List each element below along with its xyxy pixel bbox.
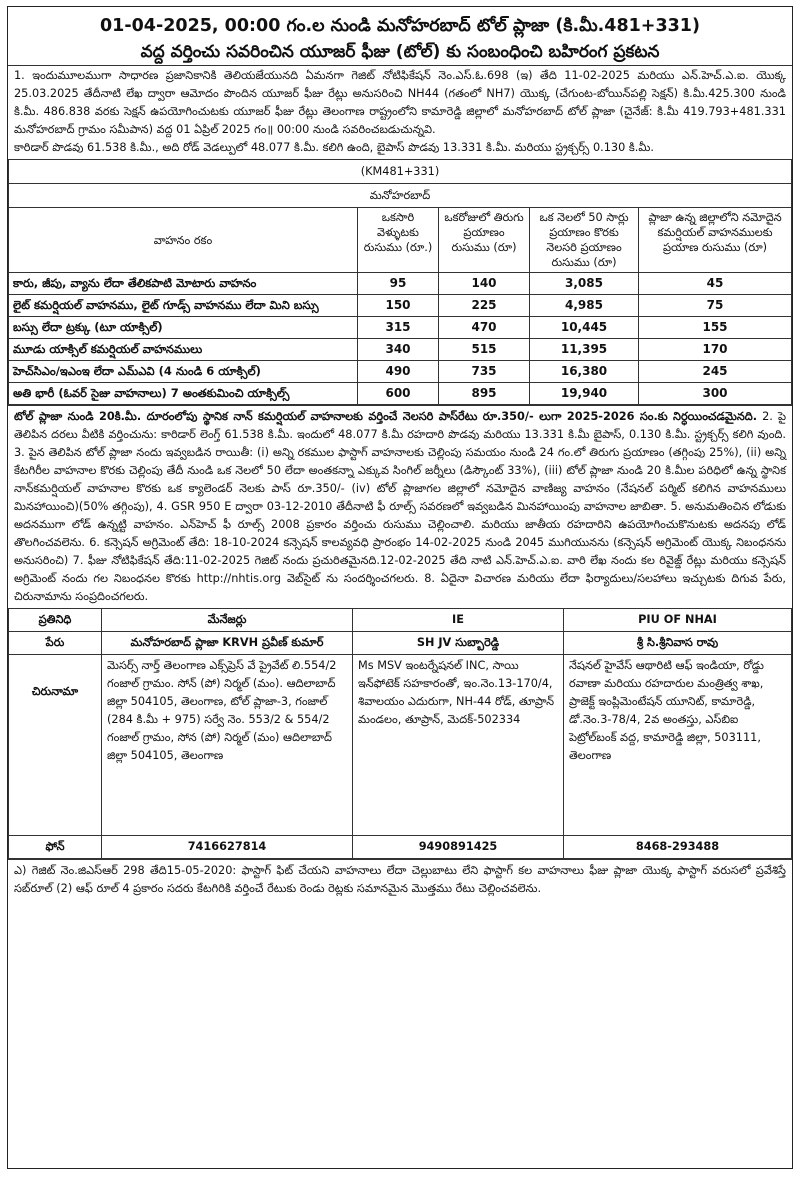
name-label: పేరు: [9, 632, 102, 655]
fee-single: 95: [358, 273, 439, 295]
fee-local: 75: [639, 295, 792, 317]
phone-label: ఫోన్: [9, 836, 102, 859]
table-row: [9, 339, 792, 361]
col-local: ప్లాజా ఉన్న జిల్లాలోని నమోదైన కమర్షియల్ వాహనములకు ప్రయాణ రుసుము (రూ): [639, 208, 792, 273]
fee-monthly: 10,445: [530, 317, 639, 339]
ie-name: SH JV సుబ్బారెడ్డి: [353, 632, 564, 655]
table-row: [9, 317, 792, 339]
fee-monthly: 3,085: [530, 273, 639, 295]
intro-para-2: కారిడార్ పొడవు 61.538 కి.మీ., అది రోడ్ వెడల్పులో 48.077 కి.మీ. కలిగి ఉంది, బైపాస్ పొడవు 13.331 కి.మీ. మరియు స్ట్రక్చర్స్ 0.130 కి.మీ.: [14, 141, 654, 154]
piu-title: PIU OF NHAI: [564, 609, 792, 632]
footer-note: ఎ) గెజిట్ నెం.జిఎస్ఆర్ 298 తేది15-05-2020: ఫాస్టాగ్ ఫిట్ చేయని వాహనాలు లేదా చెల్లుబాటు లేని ఫాస్టాగ్ కల వాహనాలు ఫీజు ప్లాజా యొక్క ఫాస్టాగ్ వరుసలో ప్రవేశిస్తే సబ్‌రూల్ (2) ఆఫ్ రూల్ 4 ప్రకారం సదరు కేటగిరికి వర్తించే రేటుకు రెండు రెట్లకు సమానమైన మొత్తము రేటు చెల్లించవలెను.: [8, 859, 792, 900]
fee-local: 45: [639, 273, 792, 295]
notes-section: [8, 405, 792, 608]
vehicle-type: మూడు యాక్సిల్ కమర్షియల్ వాహనములు: [9, 339, 358, 361]
manager-name: మనోహరబాద్ ప్లాజా KRVH ప్రవీణ్ కుమార్: [102, 632, 353, 655]
manager-title: మేనేజర్లు: [102, 609, 353, 632]
col-single: ఒకసారి వెళ్ళుటకు రుసుము (రూ.): [358, 208, 439, 273]
vehicle-type: లైట్ కమర్షియల్ వాహనము, లైట్ గూడ్స్ వాహనము లేదా మిని బస్సు: [9, 295, 358, 317]
fee-local: 300: [639, 383, 792, 405]
ie-title: IE: [353, 609, 564, 632]
fee-monthly: 11,395: [530, 339, 639, 361]
km-header: (KM481+331): [9, 160, 792, 184]
fee-monthly: 16,380: [530, 361, 639, 383]
fee-single: 150: [358, 295, 439, 317]
col-vehicle-type: వాహనం రకం: [9, 208, 358, 273]
fee-table: [8, 159, 792, 405]
col-return: ఒకరోజులో తిరుగు ప్రయాణం రుసుము (రూ): [439, 208, 530, 273]
table-row: [9, 295, 792, 317]
piu-phone: 8468-293488: [564, 836, 792, 859]
address-label: చిరునామా: [9, 655, 102, 836]
fee-monthly: 4,985: [530, 295, 639, 317]
piu-address: నేషనల్ హైవేస్ ఆథారిటి ఆఫ్ ఇండియా, రోడ్డు రవాణా మరియు రహదారుల మంత్రిత్వ శాఖ, ప్రాజెక్ట్ ఇంప్లిమెంటేషన్ యూనిట్, కామారెడ్డి, డో.నెం.3-78/4, 2వ అంతస్తు, ఎస్‌బిఐ పెట్రోల్‌బంక్ వద్ద, కామారెడ్డి జిల్లా, 503111, తెలంగాణ: [564, 655, 792, 836]
plaza-name: మనోహరబాద్: [9, 184, 792, 208]
monthly-pass-note: టోల్ ప్లాజా నుండి 20కి.మీ. దూరంలోపు స్థానిక నాన్ కమర్షియల్ వాహనాలకు వర్తించే నెలసరి పాస్‌రేటు రూ.350/- లుగా 2025-2026 సం.కు నిర్ధయించడమైనది.: [14, 410, 758, 423]
fee-single: 490: [358, 361, 439, 383]
fee-return: 140: [439, 273, 530, 295]
fee-return: 515: [439, 339, 530, 361]
fee-table-header: [9, 208, 792, 273]
vehicle-type: బస్సు లేదా ట్రక్కు (టూ యాక్సిల్): [9, 317, 358, 339]
fee-single: 340: [358, 339, 439, 361]
vehicle-type: హెచ్‌సిఎం/ఇఎంఇ లేదా ఎమ్ఎవి (4 నుండి 6 యాక్సిల్): [9, 361, 358, 383]
table-row: [9, 273, 792, 295]
manager-phone: 7416627814: [102, 836, 353, 859]
ie-phone: 9490891425: [353, 836, 564, 859]
notes-body: 2. పై తెలిపిన దరలు వీటికి వర్తించును: కారిడార్ లెంగ్త్ 61.538 కి.మీ. ఇందులో 48.077 కి.మీ రహదారి పొడవు మరియు 13.331 కి.మీ బైపాస్, 0.130 కి.మీ. స్ట్రక్చర్స్ కలిగి వుంది. 3. పైన తెలిపిన టోల్ ప్లాజా నందు ఇవ్వబడిన రాయితీ: (i) అన్ని రకముల ఫాస్టాగ్ వాహనాలకు చెల్లింపు సమయం నుండి 24 గం.లో తిరుగు ప్రయాణం (తగ్గింపు 25%), (ii) అన్ని కేటగిరీల వాహనాల కొరకు చెల్లింపు తేదీ నుండి ఒక నెలలో 50 లేదా అంతకన్నా ఎక్కువ సింగిల్ జర్నీలు (డిస్కౌంట్ 33%), (iii) టోల్ ప్లాజా నుండి 20 కి.మీల పరిధిలో ఉన్న స్థానిక నాన్‌కమర్షియల్ వాహనాల కొరకు ఒక క్యాలెండర్ నెలకు పాస్ రూ.350/- (iv) టోల్ ప్లాజాగల జిల్లాలో నమోదైన వాణిజ్య వాహనం (నేషనల్ పర్మిట్ కలిగిన వాహనములు మినహాయించి)(50% తగ్గింపు), 4. GSR 950 E ద్వారా 03-12-2010 తేదీనాటి ఫీ రూల్స్ సవరణలో ఇవ్వబడిన మినహాయింపు వాహనాల జాబితా. 5. అనుమతించిన లోడుకు అదనముగా లోడ్ ఉన్నట్టి వాహనం. ఎన్‌హెచ్ ఫీ రూల్స్ 2008 ప్రకారం వర్తించు రుసుము చెల్లించాలి. మరియు జాతీయ రహదారిని ఉపయోగించుకొనుటకు అదనపు లోడ్ తొలగించవలెను. 6. కన్సెషన్ అగ్రిమెంట్ తేది: 18-10-2024 కన్సెషన్ కాలవ్యవధి ప్రారంభం 14-02-2025 నుండి 2045 ముగియునను (కన్సెషన్ అగ్రిమెంట్ యొక్క నిబంధనను అనుసరించి) 7. ఫీజు నోటిఫికేషన్ తేది:11-02-2025 గెజిట్ నందు ప్రచురితమైనది.12-02-2025 తేది నాటి ఎన్.హెచ్.ఎ.ఐ. వారి లేఖ నందు కల రివైజ్డ్ రేట్లు మరియు కన్సెషన్ అగ్రిమెంట్ నందు గల నిబంధనల కొరకు http://nhtis.org వెబ్‌సైట్ ను సందర్శించగలరు. 8. ఏదైనా విచారణ మరియు లేదా ఫిర్యాదులు/సలహాలు ఇచ్చుటకు దిగువ పేరు, చిరునామాను సంప్రదించగలరు.: [14, 410, 786, 603]
public-notice: [7, 6, 793, 1169]
fee-return: 470: [439, 317, 530, 339]
fee-return: 895: [439, 383, 530, 405]
col-monthly: ఒక నెలలో 50 సార్లు ప్రయాణం కొరకు నెలసరి ప్రయాణం రుసుము (రూ): [530, 208, 639, 273]
contacts-table: [8, 608, 792, 859]
rep-label: ప్రతినిధి: [9, 609, 102, 632]
table-row: [9, 383, 792, 405]
fee-local: 155: [639, 317, 792, 339]
intro-paragraph: [8, 65, 792, 157]
ie-address: Ms MSV ఇంటర్నేషనల్ INC, సాయి ఇన్‌ఫోటెక్ సహకారంతో, ఇం.నెం.13-170/4, శివాలయం ఎదురుగా, NH-44 రోడ్, తూప్రాన్ మండలం, తూప్రాన్, మెదక్-502334: [353, 655, 564, 836]
fee-single: 315: [358, 317, 439, 339]
intro-para-1: 1. ఇందుమూలముగా సాధారణ ప్రజానికానికి తెలియజేయునది ఏమనగా గెజిట్ నోటిఫికేషన్ నెం.ఎస్.ఓ.698 (ఇ) తేది 11-02-2025 మరియు ఎన్.హెచ్.ఎ.ఐ. యొక్క 25.03.2025 తేదీనాటి లేఖ ద్వారా ఆమోదం పొందిన యూజర్ ఫీజు రేట్లు అనుసరించి NH44 (గతంలో NH7) యొక్క (చేగుంట-బోయిన్‌పల్లి సెక్షన్) కి.మీ.425.300 నుండి కి.మీ. 486.838 వరకు సెక్షన్ ఉపయోగించుటకు యూజర్ ఫీజు రేట్లు తెలంగాణ రాష్ట్రంలోని కామారెడ్డి జిల్లాలో మనోహరబాద్ టోల్ ప్లాజా (చైనేజ్: కి.మీ 419.793+481.331 మనోహరబాద్ గ్రామం సమీపాన) వద్ద 01 ఏప్రిల్ 2025 గం॥ 00:00 నుండి సవరించబడుచున్నవి.: [14, 69, 786, 136]
notice-title: [8, 7, 792, 65]
vehicle-type: అతి భారీ (ఓవర్ సైజు వాహనాలు) 7 అంతకుమించి యాక్సిల్స్: [9, 383, 358, 405]
manager-address: మెసర్స్ నార్త్ తెలంగాణ ఎక్స్‌ప్రెస్ వే ప్రైవేట్ లి.554/2 గంజాల్ గ్రామం. సోన్ (పో) నిర్మల్ (మం). ఆదిలాబాద్ జిల్లా 504105, తెలంగాణ, టోల్ ప్లాజా-3, గంజాల్ (284 కి.మీ + 975) సర్వే నెం. 553/2 & 554/2 గంజాల్ గ్రామం, సోన (పో) నిర్మల్ (మం) ఆదిలాబాద్ జిల్లా 504105, తెలంగాణ: [102, 655, 353, 836]
fee-monthly: 19,940: [530, 383, 639, 405]
piu-name: శ్రీ సి.శ్రీనివాస రావు: [564, 632, 792, 655]
fee-local: 245: [639, 361, 792, 383]
table-row: [9, 361, 792, 383]
fee-return: 735: [439, 361, 530, 383]
fee-return: 225: [439, 295, 530, 317]
title-line-1: 01-04-2025, 00:00 గం.ల నుండి మనోహరబాద్ టోల్ ప్లాజా (కి.మీ.481+331): [99, 16, 700, 36]
fee-single: 600: [358, 383, 439, 405]
vehicle-type: కారు, జీపు, వ్యాను లేదా తేలికపాటి మోటారు వాహనం: [9, 273, 358, 295]
fee-local: 170: [639, 339, 792, 361]
title-line-2: వద్ద వర్తించు సవరించిన యూజర్ ఫీజు (టోల్) కు సంబంధించి బహిరంగ ప్రకటన: [140, 42, 660, 62]
